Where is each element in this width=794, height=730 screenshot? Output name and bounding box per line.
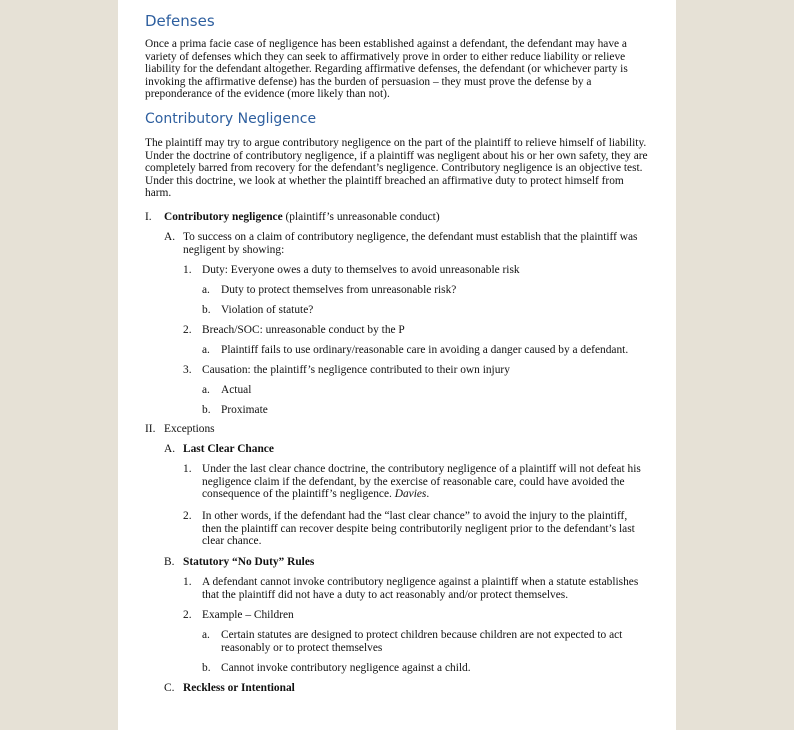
list-item-text: Violation of statute? (221, 304, 314, 316)
list-item-text: Cannot invoke contributory negligence against a child. (221, 662, 471, 674)
list-marker: I. (145, 211, 152, 223)
list-item-text: Proximate (221, 404, 268, 416)
list-item-text (183, 682, 648, 695)
item-title: Last Clear Chance (183, 443, 274, 455)
list-item-text: Breach/SOC: unreasonable conduct by the P (202, 324, 405, 336)
list-marker: 1. (183, 576, 192, 588)
list-marker: B. (164, 556, 175, 568)
list-item-text: Certain statutes are designed to protect children because children are not expected to act reasonably or to protect themselves (221, 629, 623, 654)
list-marker: 2. (183, 324, 192, 336)
list-marker: C. (164, 682, 175, 694)
list-marker: a. (202, 344, 210, 356)
list-item-text: Actual (221, 384, 252, 396)
item-title: Reckless or Intentional (183, 682, 295, 694)
list-marker: II. (145, 423, 156, 435)
item-title: Contributory negligence (164, 211, 283, 223)
list-marker: A. (164, 443, 176, 455)
case-citation: Davies (394, 488, 427, 501)
list-item-text: Duty to protect themselves from unreasonable risk? (221, 284, 457, 296)
list-item-text: A defendant cannot invoke contributory negligence against a plaintiff when a statute establishes that the plaintiff did not have a duty to act reasonably and/or protect themselves. (202, 576, 639, 601)
list-marker: 1. (183, 264, 192, 276)
list-item-text (164, 211, 648, 224)
list-marker: b. (202, 662, 211, 674)
list-item-text: In other words, if the defendant had the “last clear chance” to avoid the injury to the plaintiff, then the plaintiff can recover despite being contributorily negligent prior to the defendant’s last clear chance. (202, 510, 635, 548)
list-item-text (202, 463, 648, 501)
list-item-text: Exceptions (164, 423, 215, 435)
list-item-text: Duty: Everyone owes a duty to themselves to avoid unreasonable risk (202, 264, 520, 276)
intro-paragraph: Once a prima facie case of negligence has been established against a defendant, the defendant may have a variety of defenses which they can seek to affirmatively prove in order to either reduce liability or relieve liability for the defendant altogether. Regarding affirmative defenses, the defendant (or whichever party is invoking the affirmative defense) has the burden of persuasion – they must prove the defense by a preponderance of the evidence (more likely than not). (145, 38, 628, 101)
list-marker: a. (202, 384, 210, 396)
contributory-paragraph: The plaintiff may try to argue contributory negligence on the part of the plaintiff to relieve himself of liability. Under the doctrine of contributory negligence, if a plaintiff was negligent about his or her own safety, they are completely barred from recovery for the defendant’s negligence. Contributory negligence is an objective test. Under this doctrine, we look at whether the plaintiff breached an affirmative duty to protect himself from harm. (145, 137, 648, 200)
item-end: . (426, 488, 430, 501)
item-body: Under the last clear chance doctrine, the contributory negligence of a plaintiff will not defeat his negligence claim if the defendant, by the exercise of reasonable care, could have avoided the consequence of the plaintiff’s negligence. (202, 463, 641, 501)
list-marker: A. (164, 231, 176, 243)
list-marker: b. (202, 304, 211, 316)
list-item-text: Example – Children (202, 609, 294, 621)
heading-defenses: Defenses (145, 12, 215, 30)
list-marker: 2. (183, 609, 192, 621)
list-marker: 2. (183, 510, 192, 522)
item-title: Statutory “No Duty” Rules (183, 556, 315, 568)
heading-contributory-negligence: Contributory Negligence (145, 111, 317, 127)
list-item-text (183, 556, 648, 569)
list-item-text: To success on a claim of contributory negligence, the defendant must establish that the plaintiff was negligent by showing: (183, 231, 638, 256)
list-marker: 3. (183, 364, 192, 376)
list-item-text (183, 443, 648, 456)
list-item-text: Causation: the plaintiff’s negligence contributed to their own injury (202, 364, 510, 376)
list-marker: 1. (183, 463, 192, 475)
document-page (118, 0, 676, 730)
list-item-text: Plaintiff fails to use ordinary/reasonable care in avoiding a danger caused by a defendant. (221, 344, 629, 356)
item-suffix: (plaintiff’s unreasonable conduct) (282, 211, 440, 223)
list-marker: a. (202, 629, 210, 641)
list-marker: a. (202, 284, 210, 296)
list-marker: b. (202, 404, 211, 416)
